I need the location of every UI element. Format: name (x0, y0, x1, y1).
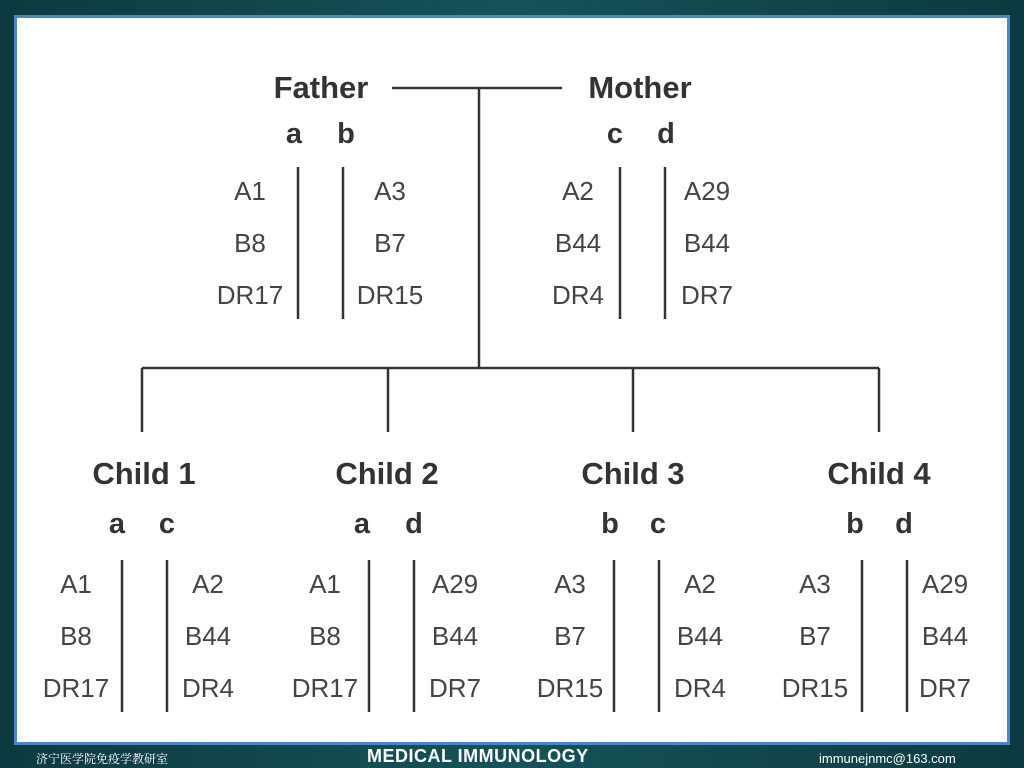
footer-course-title: MEDICAL IMMUNOLOGY (367, 746, 589, 766)
mother-c-hla-a: A2 (562, 176, 594, 206)
child-4-block (782, 456, 971, 712)
child-3-h1-hla-a: A3 (554, 569, 586, 599)
child-3-h2-hla-a: A2 (684, 569, 716, 599)
father-block (217, 70, 423, 319)
child-2-h2-hla-dr: DR7 (428, 673, 482, 703)
father-a-hla-dr: DR17 (216, 280, 284, 310)
father-a-hla-a: A1 (234, 176, 266, 206)
footer-email: immunejnmc@163.com (819, 751, 956, 766)
child-4-h1-hla-dr: DR15 (781, 673, 849, 703)
child-2-name: Child 2 (335, 456, 439, 491)
child-2-haplotype-2-label: d (405, 508, 423, 540)
child-3-name: Child 3 (581, 456, 685, 491)
mother-c-hla-b: B44 (554, 228, 602, 258)
child-3-block (537, 456, 726, 712)
mother-d-hla-a: A29 (683, 176, 731, 206)
child-1-h2-hla-dr: DR4 (181, 673, 235, 703)
slide-footer (0, 746, 1024, 768)
child-4-h2-hla-dr: DR7 (918, 673, 972, 703)
child-4-h1-hla-a: A3 (799, 569, 831, 599)
child-3-haplotype-2-label: c (649, 508, 667, 540)
child-2-h1-hla-b: B8 (309, 621, 341, 651)
father-haplotype-a-label: a (285, 118, 303, 150)
mother-block (552, 70, 733, 319)
child-2-h1-hla-dr: DR17 (291, 673, 359, 703)
child-3-h1-hla-b: B7 (554, 621, 586, 651)
child-1-name: Child 1 (92, 456, 196, 491)
mother-c-hla-dr: DR4 (551, 280, 605, 310)
child-3-haplotype-1-label: b (601, 508, 619, 540)
slide-canvas (14, 15, 1010, 745)
footer-department: 济宁医学院免疫学教研室 (36, 752, 169, 766)
child-1-h1-hla-dr: DR17 (42, 673, 110, 703)
child-1-block (43, 456, 234, 712)
child-3-h1-hla-dr: DR15 (536, 673, 604, 703)
child-1-h2-hla-a: A2 (192, 569, 224, 599)
child-2-h1-hla-a: A1 (309, 569, 341, 599)
child-3-h2-hla-b: B44 (676, 621, 724, 651)
child-2-h2-hla-b: B44 (431, 621, 479, 651)
mother-d-hla-b: B44 (683, 228, 731, 258)
child-1-h1-hla-a: A1 (60, 569, 92, 599)
child-4-name: Child 4 (827, 456, 931, 491)
child-4-haplotype-1-label: b (846, 508, 864, 540)
father-name: Father (273, 70, 369, 105)
child-4-h2-hla-b: B44 (921, 621, 969, 651)
father-b-hla-b: B7 (374, 228, 406, 258)
child-1-haplotype-2-label: c (158, 508, 176, 540)
child-2-h2-hla-a: A29 (431, 569, 479, 599)
father-a-hla-b: B8 (234, 228, 266, 258)
child-4-haplotype-2-label: d (895, 508, 913, 540)
mother-d-hla-dr: DR7 (680, 280, 734, 310)
child-4-h1-hla-b: B7 (799, 621, 831, 651)
father-haplotype-b-label: b (337, 118, 355, 150)
child-2-haplotype-1-label: a (353, 508, 371, 540)
mother-haplotype-c-label: c (606, 118, 624, 150)
child-1-h1-hla-b: B8 (60, 621, 92, 651)
child-4-h2-hla-a: A29 (921, 569, 969, 599)
child-1-haplotype-1-label: a (108, 508, 126, 540)
father-b-hla-a: A3 (374, 176, 406, 206)
mother-name: Mother (588, 70, 692, 105)
father-b-hla-dr: DR15 (356, 280, 424, 310)
mother-haplotype-d-label: d (657, 118, 675, 150)
child-2-block (292, 456, 481, 712)
child-1-h2-hla-b: B44 (184, 621, 232, 651)
child-3-h2-hla-dr: DR4 (673, 673, 727, 703)
